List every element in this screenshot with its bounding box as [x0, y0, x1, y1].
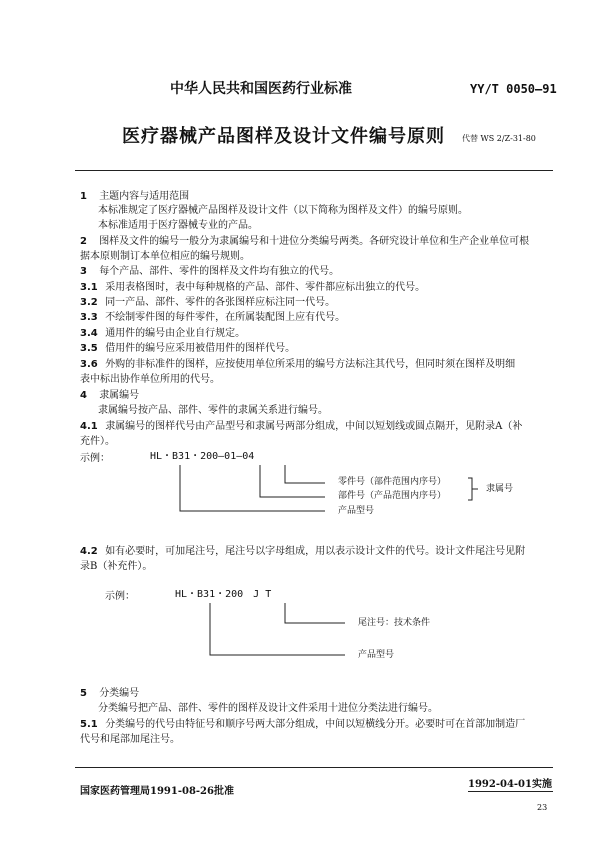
- section-number: 3: [80, 266, 87, 277]
- label-product-model: 产品型号: [338, 506, 375, 516]
- section-5-heading: [80, 687, 139, 700]
- section-number: 3.2: [80, 297, 98, 308]
- page-title: 医疗器械产品图样及设计文件编号原则: [122, 126, 445, 147]
- paragraph-continuation: 充件）。: [80, 436, 115, 447]
- clause-5-1: [80, 718, 525, 731]
- paragraph-text: 通用件的编号由企业自行规定。: [105, 328, 246, 339]
- section-number: 4.2: [80, 546, 98, 557]
- paragraph-text: 外购的非标准件的图样，应按使用单位所采用的编号方法标注其代号，但同时须在图样及明细: [105, 359, 516, 370]
- paragraph-text: 分类编号的代号由特征号和顺序号两大部分组成，中间以短横线分开。必要时可在首部加制造厂: [105, 719, 526, 730]
- label-subordinate-number: 隶属号: [486, 484, 514, 494]
- clause-4-2: [80, 545, 525, 558]
- label-product-model: 产品型号: [358, 650, 395, 660]
- example-label: 示例：: [105, 591, 135, 602]
- label-part-number: 零件号（部件范围内序号）: [338, 477, 447, 487]
- paragraph-continuation: 据本原则制订本单位相应的编号规则。: [80, 251, 250, 262]
- connector-product-2: [210, 603, 345, 655]
- section-number: 3.1: [80, 282, 98, 293]
- label-assembly-number: 部件号（产品范围内序号）: [338, 491, 447, 501]
- section-number: 3.3: [80, 312, 98, 323]
- paragraph: 本标准规定了医疗器械产品图样及设计文件（以下简称为图样及文件）的编号原则。: [98, 205, 468, 216]
- effective-rule: [468, 791, 553, 792]
- page-number: 23: [537, 803, 548, 812]
- standard-code: YY/T 0050—91: [470, 82, 557, 96]
- section-number: 1: [80, 191, 87, 202]
- paragraph-text: 借用件的编号应采用被借用件的图样代号。: [105, 343, 296, 354]
- connector-part: [285, 465, 325, 483]
- section-heading-text: 分类编号: [99, 688, 140, 699]
- connector-suffix: [285, 603, 345, 623]
- section-number: 2: [80, 236, 87, 247]
- paragraph-text: 图样及文件的编号一般分为隶属编号和十进位分类编号两类。各研究设计单位和生产企业单位可根: [99, 236, 530, 247]
- footer-rule: [75, 767, 553, 768]
- paragraph-continuation: 录B（补充件）。: [80, 561, 153, 572]
- section-number: 3.5: [80, 343, 98, 354]
- example-label: 示例：: [80, 453, 110, 464]
- paragraph-continuation: 表中标出协作单位所用的代号。: [80, 374, 220, 385]
- example-code: HL・B31・200 J T: [175, 589, 272, 600]
- paragraph-text: 不绘制零件图的每件零件，在所属装配图上应有代号。: [105, 312, 346, 323]
- section-number: 5: [80, 688, 87, 699]
- paragraph-text: 每个产品、部件、零件的图样及文件均有独立的代号。: [99, 266, 340, 277]
- paragraph: 隶属编号按产品、部件、零件的隶属关系进行编号。: [98, 405, 328, 416]
- example-code: HL・B31・200—01—04: [150, 451, 255, 462]
- paragraph-text: 采用表格图时，表中每种规格的产品、部件、零件都应标出独立的代号。: [105, 282, 426, 293]
- section-heading-text: 隶属编号: [99, 390, 140, 401]
- section-number: 3.6: [80, 359, 98, 370]
- paragraph-text: 同一产品、部件、零件的各张图样应标注同一代号。: [105, 297, 336, 308]
- approval-note: 国家医药管理局1991-08-26批准: [80, 786, 234, 797]
- section-number: 5.1: [80, 719, 98, 730]
- effective-date: 1992-04-01实施: [468, 779, 552, 790]
- paragraph: 分类编号把产品、部件、零件的图样及设计文件采用十进位分类法进行编号。: [98, 703, 438, 714]
- paragraph-continuation: 代号和尾部加尾注号。: [80, 734, 180, 745]
- paragraph-text: 如有必要时，可加尾注号，尾注号以字母组成，用以表示设计文件的代号。设计文件尾注号见附: [105, 546, 526, 557]
- paragraph: 本标准适用于医疗器械专业的产品。: [98, 220, 258, 231]
- replaces-note: 代替 WS 2/Z-31-80: [462, 134, 536, 143]
- group-brace: [468, 478, 472, 500]
- issuing-body: 中华人民共和国医药行业标准: [170, 81, 352, 97]
- section-number: 3.4: [80, 328, 98, 339]
- section-heading-text: 主题内容与适用范围: [99, 191, 190, 202]
- section-number: 4.1: [80, 421, 98, 432]
- section-number: 4: [80, 390, 87, 401]
- connector-product: [180, 465, 325, 511]
- label-suffix: 尾注号：技术条件: [358, 618, 431, 628]
- connector-assembly: [260, 465, 325, 497]
- paragraph-text: 隶属编号的图样代号由产品型号和隶属号两部分组成，中间以短划线或圆点隔开，见附录A（补: [105, 421, 523, 432]
